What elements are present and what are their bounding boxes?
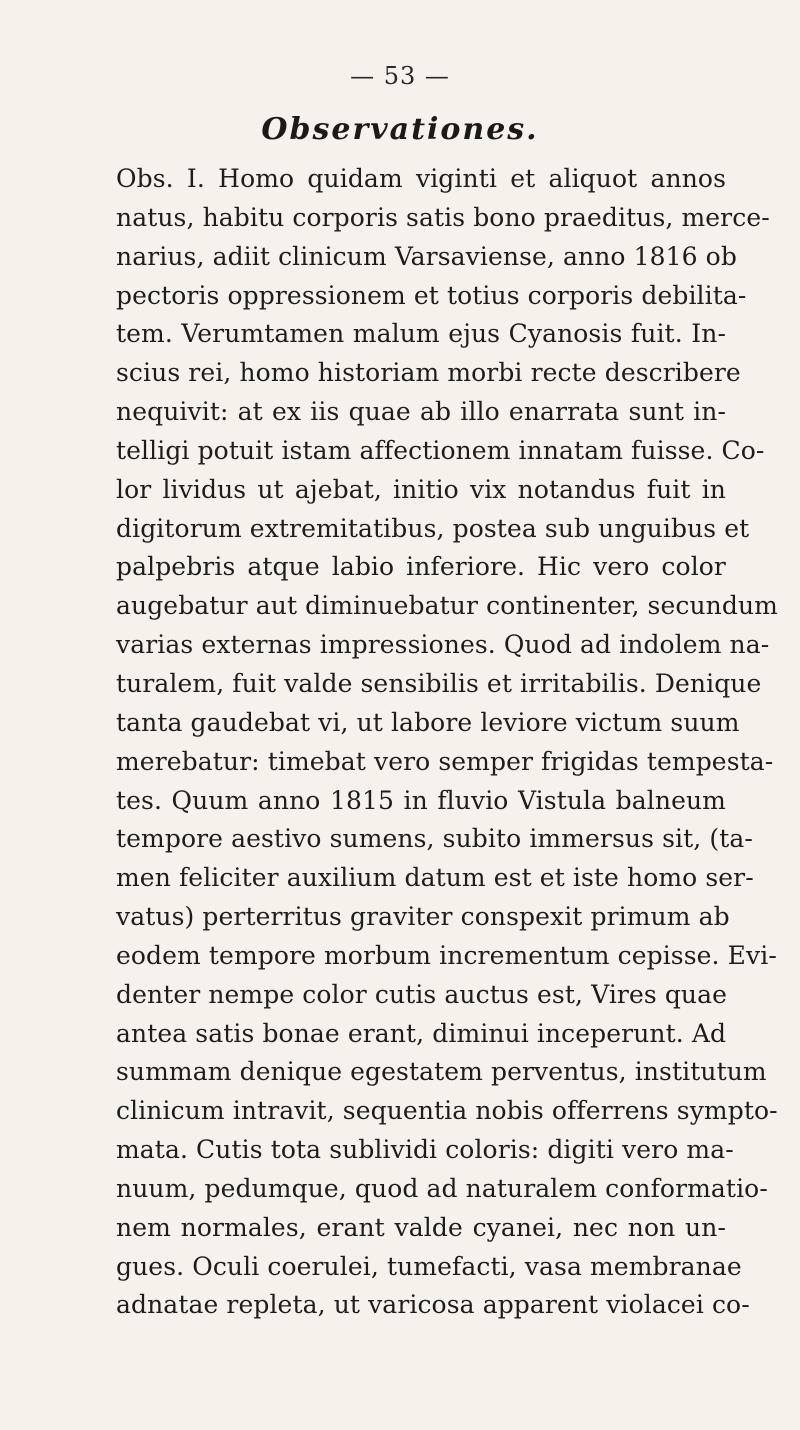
text-line: natus, habitu corporis satis bono praeditus, merce- — [116, 202, 770, 232]
text-line: tempore aestivo sumens, subito immersus sit, (ta- — [116, 824, 753, 854]
text-line: men feliciter auxilium datum est et iste homo ser- — [116, 863, 754, 893]
text-line: Obs. I. Homo quidam viginti et aliquot annos — [116, 164, 726, 193]
section-title: Observationes. — [261, 112, 539, 147]
text-line: nuum, pedumque, quod ad naturalem conformatio- — [116, 1173, 768, 1203]
text-line: tes. Quum anno 1815 in fluvio Vistula balneum — [116, 785, 726, 815]
text-line: scius rei, homo historiam morbi recte describere — [116, 358, 741, 388]
text-line: lor lividus ut ajebat, initio vix notandus fuit in — [116, 474, 726, 504]
text-line: gues. Oculi coerulei, tumefacti, vasa membranae — [116, 1251, 742, 1281]
text-line: pectoris oppressionem et totius corporis debilita- — [116, 280, 747, 310]
text-line: digitorum extremitatibus, postea sub unguibus et — [116, 513, 750, 543]
text-line: mata. Cutis tota sublividi coloris: digiti vero ma- — [116, 1135, 734, 1165]
text-line: nequivit: at ex iis quae ab illo enarrata sunt in- — [116, 397, 726, 427]
text-line: nem normales, erant valde cyanei, nec non un- — [116, 1212, 726, 1242]
text-line: denter nempe color cutis auctus est, Vires quae — [116, 979, 728, 1009]
text-line: summam denique egestatem perventus, institutum — [116, 1057, 767, 1087]
text-line: vatus) perterritus graviter conspexit primum ab — [116, 902, 730, 932]
text-line: narius, adiit clinicum Varsaviense, anno 1816 ob — [116, 241, 737, 271]
text-line: tanta gaudebat vi, ut labore leviore victum suum — [116, 707, 740, 737]
text-line: clinicum intravit, sequentia nobis offerrens sympto- — [116, 1096, 778, 1126]
text-line: eodem tempore morbum incrementum cepisse. Evi- — [116, 940, 777, 970]
text-line: merebatur: timebat vero semper frigidas tempesta- — [116, 746, 774, 776]
text-line: telligi potuit istam affectionem innatam fuisse. Co- — [116, 435, 765, 465]
text-line: turalem, fuit valde sensibilis et irritabilis. Denique — [116, 668, 762, 698]
text-line: adnatae repleta, ut varicosa apparent violacei co- — [116, 1290, 750, 1320]
text-line: tem. Verumtamen malum ejus Cyanosis fuit. In- — [116, 319, 726, 349]
body-text — [116, 160, 778, 1325]
text-line: augebatur aut diminuebatur continenter, secundum — [116, 591, 778, 621]
text-line: varias externas impressiones. Quod ad indolem na- — [116, 630, 770, 660]
page-number: — 53 — — [350, 62, 450, 90]
text-line: antea satis bonae erant, diminui inceperunt. Ad — [116, 1018, 727, 1048]
text-line: palpebris atque labio inferiore. Hic vero color — [116, 552, 726, 582]
